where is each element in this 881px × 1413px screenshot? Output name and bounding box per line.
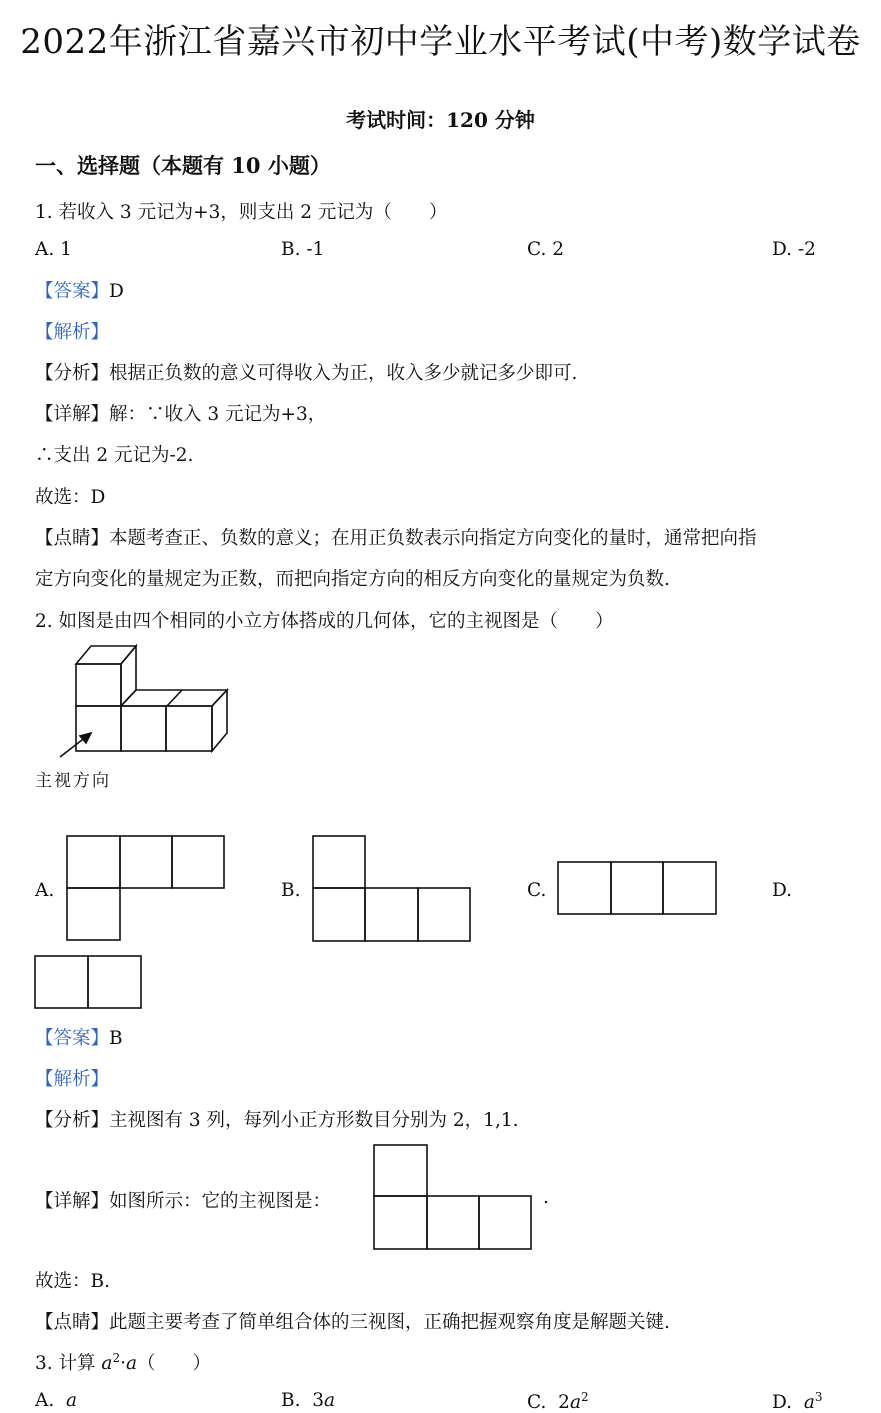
q3-exp: 2 (112, 1350, 121, 1365)
q3-option-a (35, 1390, 77, 1411)
answer-tag: 【答案】 (35, 281, 110, 302)
q2-choose: 故选：B. (35, 1271, 110, 1292)
q2-option-b-label: B. (281, 880, 301, 901)
option-var: a (324, 1390, 336, 1411)
q1-option-a: A. 1 (35, 239, 72, 260)
q3-stem (35, 1349, 211, 1375)
page-title: 2022年浙江省嘉兴市初中学业水平考试(中考)数学试卷 (20, 22, 861, 62)
option-label: B. (281, 1390, 301, 1411)
q1-option-b: B. -1 (281, 239, 325, 260)
q1-fenxi: 【分析】根据正负数的意义可得收入为正，收入多少就记多少即可. (35, 363, 578, 384)
option-exp: 3 (814, 1390, 823, 1404)
option-label: A. (35, 1390, 55, 1411)
option-label: D. (772, 1392, 793, 1413)
exam-time: 考试时间：120 分钟 (346, 108, 535, 132)
option-a-figure (67, 836, 224, 940)
q1-choose: 故选：D (35, 487, 106, 508)
q2-xiangjie: 【详解】如图所示：它的主视图是： (35, 1191, 332, 1212)
answer-tag: 【答案】 (35, 1028, 110, 1049)
view-direction-label: 主视方向 (35, 771, 111, 791)
option-c-figure (558, 862, 716, 914)
answer-value: B (109, 1028, 123, 1049)
q3-stem-prefix: 3. 计算 (35, 1353, 102, 1374)
option-b-figure (313, 836, 470, 941)
q1-option-d: D. -2 (772, 239, 816, 260)
q2-analysis-tag: 【解析】 (35, 1069, 110, 1090)
answer-view-figure (374, 1145, 531, 1249)
q3-var-a2: a (125, 1353, 138, 1374)
q2-stem: 2. 如图是由四个相同的小立方体搭成的几何体，它的主视图是（ ） (35, 611, 614, 632)
option-exp: 2 (580, 1390, 589, 1404)
q3-option-c (527, 1390, 589, 1413)
option-var: a (569, 1392, 581, 1413)
q1-stem: 1. 若收入 3 元记为+3，则支出 2 元记为（ ） (35, 202, 448, 223)
q3-option-d (772, 1390, 823, 1413)
q2-answer (35, 1024, 123, 1050)
q1-line2: ∴支出 2 元记为-2. (35, 445, 194, 466)
q1-analysis-tag: 【解析】 (35, 322, 110, 343)
q3-option-b (281, 1390, 335, 1411)
section-heading: 一、选择题（本题有 10 小题） (35, 153, 331, 178)
q2-xiangjie-end: . (543, 1187, 549, 1208)
q3-stem-suffix: （ ） (137, 1353, 212, 1374)
option-coef: 3 (312, 1390, 325, 1411)
q2-dianjing: 【点睛】此题主要考查了简单组合体的三视图，正确把握观察角度是解题关键. (35, 1312, 670, 1333)
q1-dianjing-1: 【点睛】本题考查正、负数的意义；在用正负数表示向指定方向变化的量时，通常把向指 (35, 528, 757, 549)
option-coef: 2 (558, 1392, 570, 1413)
q2-option-c-label: C. (527, 880, 547, 901)
option-var: a (66, 1390, 78, 1411)
option-var: a (803, 1392, 815, 1413)
q1-xiangjie: 【详解】解：∵收入 3 元记为+3， (35, 404, 327, 425)
option-label: C. (527, 1392, 547, 1413)
q1-option-c: C. 2 (527, 239, 565, 260)
option-d-figure (35, 956, 141, 1008)
q2-option-d-label: D. (772, 880, 793, 901)
answer-value: D (109, 281, 124, 302)
q3-var-a: a (101, 1353, 113, 1374)
q3-dot: · (120, 1353, 126, 1374)
q2-fenxi: 【分析】主视图有 3 列，每列小正方形数目分别为 2，1,1. (35, 1110, 519, 1131)
q2-option-a-label: A. (35, 880, 55, 901)
q1-dianjing-2: 定方向变化的量规定为正数，而把向指定方向的相反方向变化的量规定为负数. (35, 569, 670, 590)
